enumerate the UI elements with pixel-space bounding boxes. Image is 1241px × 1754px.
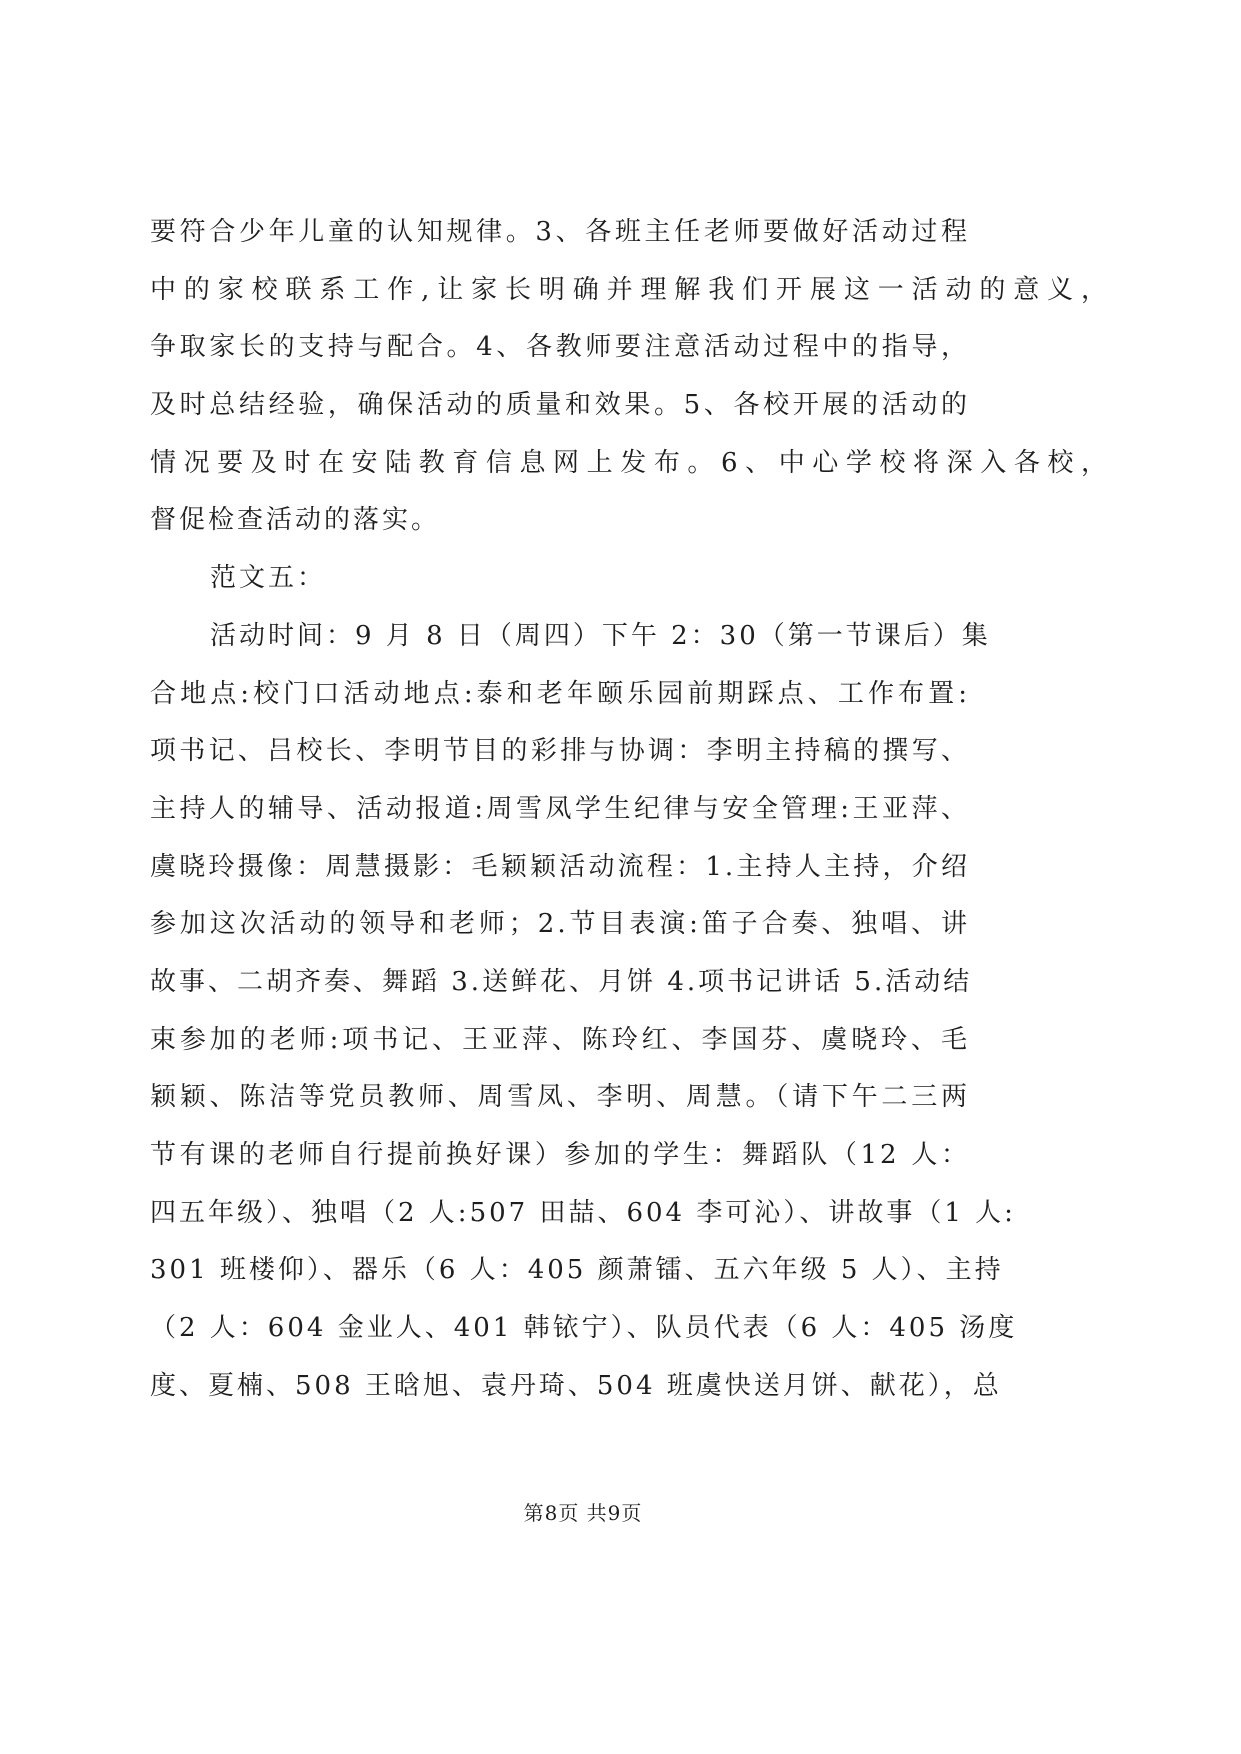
text-line: 争取家长的支持与配合。4、各教师要注意活动过程中的指导， xyxy=(150,332,970,363)
paragraph xyxy=(150,204,1130,550)
text-line: 故事、二胡齐奏、舞蹈 3.送鲜花、月饼 4.项书记讲话 5.活动结 xyxy=(150,966,973,997)
text-line: 要符合少年儿童的认知规律。3、各班主任老师要做好活动过程 xyxy=(150,217,970,247)
text-line: 情况要及时在安陆教育信息网上发布。6、中心学校将深入各校， xyxy=(150,447,1110,478)
text-line: 中的家校联系工作,让家长明确并理解我们开展这一活动的意义， xyxy=(150,274,1110,305)
text-line: 活动时间：9 月 8 日（周四）下午 2：30（第一节课后）集 xyxy=(210,620,991,651)
document-body xyxy=(150,204,1130,1415)
text-line: 督促检查活动的落实。 xyxy=(150,505,441,536)
text-line: （2 人：604 金业人、401 韩铱宁）、队员代表（6 人：405 汤度 xyxy=(150,1313,1018,1344)
text-line: 项书记、吕校长、李明节目的彩排与协调：李明主持稿的撰写、 xyxy=(150,736,970,767)
text-line: 节有课的老师自行提前换好课）参加的学生：舞蹈队（12 人： xyxy=(150,1140,970,1170)
page-number-footer: 第8页 共9页 xyxy=(523,1501,643,1525)
text-line: 合地点:校门口活动地点:泰和老年颐乐园前期踩点、工作布置: xyxy=(150,678,970,709)
text-line: 301 班楼仰）、器乐（6 人：405 颜萧镭、五六年级 5 人）、主持 xyxy=(150,1255,1004,1286)
text-line: 及时总结经验，确保活动的质量和效果。5、各校开展的活动的 xyxy=(150,390,970,421)
text-line: 颖颖、陈洁等党员教师、周雪凤、李明、周慧。（请下午二三两 xyxy=(150,1082,970,1113)
paragraph xyxy=(150,608,1130,1416)
section-heading: 范文五： xyxy=(210,563,327,594)
text-line: 四五年级）、独唱（2 人:507 田喆、604 李可沁）、讲故事（1 人: xyxy=(150,1197,1016,1228)
text-line: 虞晓玲摄像：周慧摄影：毛颖颖活动流程：1.主持人主持，介绍 xyxy=(150,851,970,882)
text-line: 主持人的辅导、活动报道:周雪凤学生纪律与安全管理:王亚萍、 xyxy=(150,793,970,824)
text-line: 束参加的老师:项书记、王亚萍、陈玲红、李国芬、虞晓玲、毛 xyxy=(150,1024,970,1055)
text-line: 度、夏楠、508 王晗旭、袁丹琦、504 班虞快送月饼、献花），总 xyxy=(150,1370,1002,1401)
text-line: 参加这次活动的领导和老师；2.节目表演:笛子合奏、独唱、讲 xyxy=(150,909,970,940)
